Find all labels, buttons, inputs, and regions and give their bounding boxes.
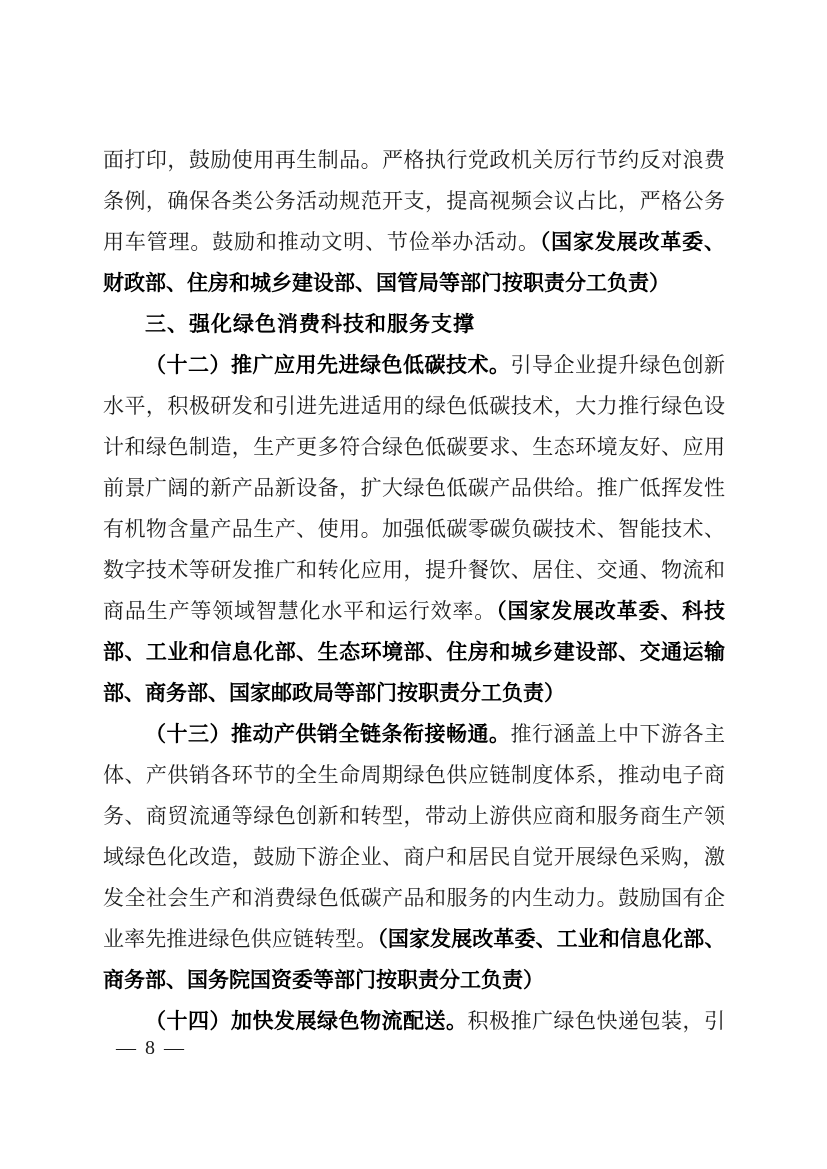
text-segment: 财政部、住房和城乡建设部、国管局等部门按职责分工负责） — [103, 271, 670, 295]
text-segment: （国家发展改革委、 — [539, 230, 726, 254]
text-line — [103, 140, 725, 181]
text-segment: 用车管理。鼓励和推动文明、节俭举办活动。 — [103, 230, 540, 254]
text-segment: （国家发展改革委、科技 — [496, 599, 726, 623]
text-segment: 域绿色化改造，鼓励下游企业、商户和居民自觉开展绿色采购，激 — [103, 845, 725, 869]
text-line — [103, 222, 725, 263]
text-line — [103, 263, 725, 304]
text-line — [103, 796, 725, 837]
text-segment: 三、强化绿色消费科技和服务支撑 — [145, 313, 475, 336]
section-heading — [103, 304, 725, 345]
text-segment: 体、产供销各环节的全生命周期绿色供应链制度体系，推动电子商 — [103, 763, 725, 787]
text-segment: 业率先推进绿色供应链转型。 — [103, 927, 378, 951]
text-line — [103, 468, 725, 509]
text-line — [103, 509, 725, 550]
text-segment: 水平，积极研发和引进先进适用的绿色低碳技术，大力推行绿色设 — [103, 394, 725, 418]
text-segment: （十二）推广应用先进绿色低碳技术。 — [145, 353, 511, 377]
text-line — [103, 960, 725, 1001]
text-segment: 数字技术等研发推广和转化应用，提升餐饮、居住、交通、物流和 — [103, 558, 725, 582]
text-segment: 有机物含量产品生产、使用。加强低碳零碳负碳技术、智能技术、 — [103, 517, 725, 541]
text-line — [103, 181, 725, 222]
text-segment: 引导企业提升绿色创新 — [510, 353, 725, 377]
text-line — [103, 632, 725, 673]
text-segment: 部、商务部、国家邮政局等部门按职责分工负责） — [103, 681, 565, 705]
text-line — [103, 673, 725, 714]
text-line — [103, 755, 725, 796]
text-line — [103, 878, 725, 919]
text-segment: 商务部、国务院国资委等部门按职责分工负责） — [103, 968, 544, 992]
text-segment: 务、商贸流通等绿色创新和转型，带动上游供应商和服务商生产领 — [103, 804, 725, 828]
text-segment: 部、工业和信息化部、生态环境部、住房和城乡建设部、交通运输 — [103, 640, 725, 664]
text-segment: 前景广阔的新产品新设备，扩大绿色低碳产品供给。推广低挥发性 — [103, 476, 725, 500]
text-line — [103, 386, 725, 427]
text-line — [103, 837, 725, 878]
text-segment: （国家发展改革委、工业和信息化部、 — [377, 927, 725, 951]
text-line — [103, 714, 725, 755]
text-line — [103, 1001, 725, 1042]
text-segment: 条例，确保各类公务活动规范开支，提高视频会议占比，严格公务 — [103, 189, 725, 213]
text-line — [103, 427, 725, 468]
text-segment: （十四）加快发展绿色物流配送。 — [145, 1009, 468, 1033]
text-line — [103, 345, 725, 386]
text-segment: （十三）推动产供销全链条衔接畅通。 — [145, 722, 511, 746]
page-number: — 8 — — [116, 1037, 186, 1059]
text-line — [103, 919, 725, 960]
text-segment: 商品生产等领域智慧化水平和运行效率。 — [103, 599, 497, 623]
text-line — [103, 550, 725, 591]
text-segment: 推行涵盖上中下游各主 — [510, 722, 725, 746]
document-body — [103, 140, 725, 1042]
text-segment: 发全社会生产和消费绿色低碳产品和服务的内生动力。鼓励国有企 — [103, 886, 725, 910]
text-segment: 面打印，鼓励使用再生制品。严格执行党政机关厉行节约反对浪费 — [103, 148, 725, 172]
text-segment: 计和绿色制造，生产更多符合绿色低碳要求、生态环境友好、应用 — [103, 435, 725, 459]
text-segment: 积极推广绿色快递包装，引 — [467, 1009, 725, 1033]
text-line — [103, 591, 725, 632]
